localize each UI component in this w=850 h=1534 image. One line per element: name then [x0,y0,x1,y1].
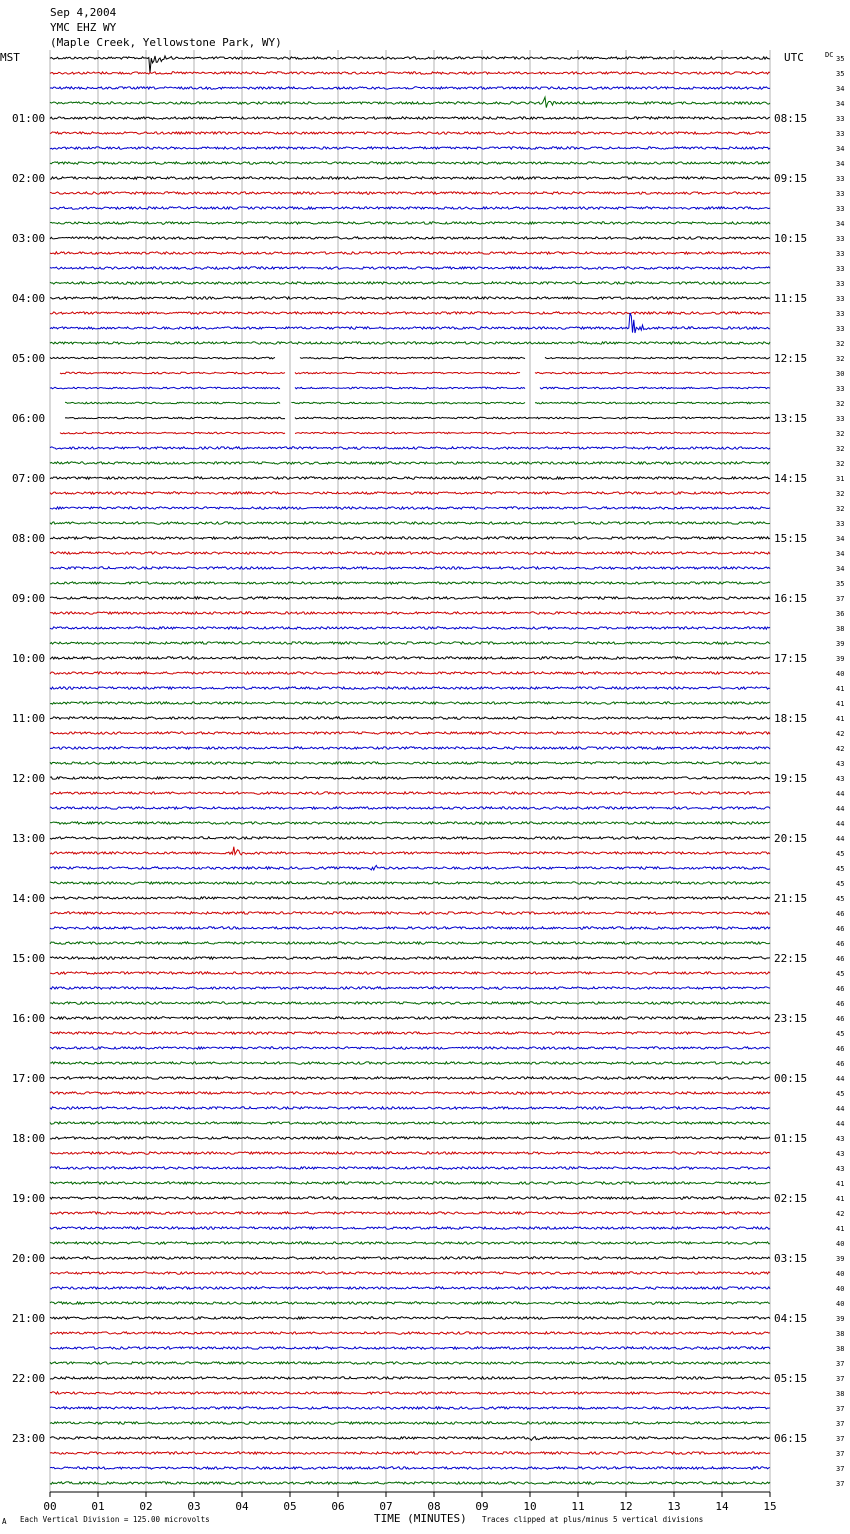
trace-3 [50,97,770,107]
dc-offset: 40 [836,1285,845,1293]
trace-17 [50,312,770,314]
x-tick-label: 12 [619,1500,633,1513]
left-zone-label: MST [0,51,20,64]
trace-52 [50,837,770,839]
trace-6 [50,147,770,149]
trace-85 [50,1332,770,1334]
trace-80 [50,1257,770,1259]
utc-label: 19:15 [774,772,808,785]
utc-label: 10:15 [774,232,808,245]
x-tick-label: 00 [43,1500,57,1513]
mst-hour-labels [12,112,45,1445]
trace-56 [50,897,770,899]
dc-offset: 32 [836,400,845,408]
x-axis-ticks [43,1492,776,1513]
mst-label: 21:00 [12,1312,46,1325]
utc-label: 13:15 [774,412,808,425]
mst-label: 07:00 [12,472,46,485]
footer-left-mark: A [2,1517,7,1526]
mst-label: 05:00 [12,352,46,365]
dc-offset: 37 [836,1465,845,1473]
trace-54 [50,865,770,870]
trace-94 [50,1467,770,1469]
dc-offset: 37 [836,1450,845,1458]
trace-43 [50,702,770,704]
mst-label: 03:00 [12,232,46,245]
dc-offset: 41 [836,685,845,693]
trace-18 [50,313,770,333]
trace-86 [50,1347,770,1349]
dc-offset: 33 [836,280,845,288]
dc-offset: 34 [836,160,845,168]
dc-offset: 41 [836,715,845,723]
trace-46 [50,747,770,749]
dc-offset: 41 [836,1225,845,1233]
trace-10 [50,207,770,209]
trace-28 [50,477,770,479]
trace-0 [50,56,770,73]
dc-offset: 46 [836,940,845,948]
trace-88 [50,1377,770,1379]
dc-offset: 44 [836,805,845,813]
dc-offset: 40 [836,1270,845,1278]
dc-offset: 32 [836,445,845,453]
dc-offset: 36 [836,610,845,618]
dc-offset: 44 [836,1120,845,1128]
dc-offset: 43 [836,775,845,783]
trace-61 [50,972,770,974]
dc-offset: 39 [836,655,845,663]
x-tick-label: 06 [331,1500,345,1513]
dc-offset: 33 [836,250,845,258]
dc-offset: 33 [836,385,845,393]
mst-label: 09:00 [12,592,46,605]
trace-25 [60,432,770,434]
utc-label: 22:15 [774,952,808,965]
location-title: (Maple Creek, Yellowstone Park, WY) [50,36,282,49]
x-tick-label: 03 [187,1500,201,1513]
dc-offset: 38 [836,1330,845,1338]
dc-offset: 34 [836,85,845,93]
utc-label: 20:15 [774,832,808,845]
right-zone-label: UTC [784,51,804,64]
dc-offset: 35 [836,55,845,63]
mst-label: 20:00 [12,1252,46,1265]
dc-offset: 37 [836,1480,845,1488]
date-title: Sep 4,2004 [50,6,117,19]
station-title: YMC EHZ WY [50,21,117,34]
dc-offset: 37 [836,1375,845,1383]
utc-label: 15:15 [774,532,808,545]
dc-offset: 34 [836,220,845,228]
utc-label: 02:15 [774,1192,808,1205]
trace-49 [50,792,770,794]
trace-23 [65,402,770,404]
dc-offset: 32 [836,430,845,438]
mst-label: 04:00 [12,292,46,305]
dc-offset: 46 [836,985,845,993]
utc-label: 17:15 [774,652,808,665]
dc-offset: 33 [836,520,845,528]
trace-1 [50,72,770,74]
dc-offset-labels [836,55,844,1488]
dc-offset: 33 [836,190,845,198]
dc-offset: 37 [836,1420,845,1428]
utc-label: 12:15 [774,352,808,365]
trace-53 [50,847,770,855]
dc-offset: 33 [836,295,845,303]
dc-offset: 40 [836,1300,845,1308]
dc-offset: 38 [836,625,845,633]
dc-offset: 46 [836,1060,845,1068]
dc-offset: 44 [836,835,845,843]
dc-offset: 44 [836,1075,845,1083]
dc-label: DC [825,51,834,59]
dc-offset: 46 [836,925,845,933]
mst-label: 02:00 [12,172,46,185]
mst-label: 17:00 [12,1072,46,1085]
trace-68 [50,1077,770,1079]
utc-label: 01:15 [774,1132,808,1145]
utc-label: 23:15 [774,1012,808,1025]
x-tick-label: 10 [523,1500,537,1513]
utc-hour-labels [774,112,807,1445]
trace-65 [50,1032,770,1034]
trace-92 [50,1437,770,1441]
mst-label: 23:00 [12,1432,46,1445]
trace-27 [50,462,770,464]
dc-offset: 41 [836,1195,845,1203]
dc-offset: 34 [836,100,845,108]
dc-offset: 37 [836,1435,845,1443]
trace-19 [50,342,770,344]
dc-offset: 45 [836,880,845,888]
trace-2 [50,87,770,89]
dc-offset: 45 [836,895,845,903]
dc-offset: 40 [836,1240,845,1248]
dc-offset: 32 [836,355,845,363]
trace-63 [50,1002,770,1004]
trace-14 [50,267,770,269]
trace-22 [50,387,770,389]
x-tick-label: 11 [571,1500,585,1513]
trace-89 [50,1392,770,1394]
dc-offset: 42 [836,745,845,753]
trace-4 [50,117,770,119]
trace-47 [50,762,770,764]
trace-32 [50,537,770,539]
trace-71 [50,1122,770,1124]
dc-offset: 37 [836,1405,845,1413]
trace-60 [50,957,770,959]
x-tick-label: 07 [379,1500,393,1513]
dc-offset: 46 [836,1000,845,1008]
trace-72 [50,1137,770,1139]
utc-label: 08:15 [774,112,808,125]
dc-offset: 37 [836,1360,845,1368]
trace-66 [50,1047,770,1049]
utc-label: 18:15 [774,712,808,725]
utc-label: 06:15 [774,1432,808,1445]
mst-label: 14:00 [12,892,46,905]
mst-label: 08:00 [12,532,46,545]
trace-50 [50,807,770,809]
dc-offset: 38 [836,1345,845,1353]
trace-lines [50,56,770,1484]
utc-label: 09:15 [774,172,808,185]
dc-offset: 32 [836,490,845,498]
dc-offset: 45 [836,970,845,978]
minute-gridlines [50,50,770,1492]
dc-offset: 43 [836,1165,845,1173]
dc-offset: 33 [836,235,845,243]
dc-offset: 43 [836,1150,845,1158]
dc-offset: 45 [836,865,845,873]
dc-offset: 34 [836,145,845,153]
mst-label: 11:00 [12,712,46,725]
dc-offset: 33 [836,325,845,333]
trace-13 [50,252,770,254]
trace-34 [50,567,770,569]
trace-51 [50,822,770,824]
trace-26 [50,447,770,449]
trace-9 [50,192,770,194]
trace-77 [50,1212,770,1214]
dc-offset: 45 [836,850,845,858]
mst-label: 19:00 [12,1192,46,1205]
dc-offset: 43 [836,760,845,768]
trace-62 [50,987,770,989]
trace-81 [50,1272,770,1274]
trace-24 [65,417,770,419]
trace-31 [50,522,770,524]
trace-95 [50,1482,770,1484]
trace-76 [50,1197,770,1199]
dc-offset: 41 [836,1180,845,1188]
x-tick-label: 04 [235,1500,249,1513]
x-tick-label: 05 [283,1500,297,1513]
trace-69 [50,1092,770,1094]
mst-label: 16:00 [12,1012,46,1025]
trace-90 [50,1407,770,1409]
dc-offset: 32 [836,505,845,513]
utc-label: 05:15 [774,1372,808,1385]
trace-5 [50,132,770,134]
utc-label: 03:15 [774,1252,808,1265]
trace-59 [50,942,770,944]
dc-offset: 44 [836,790,845,798]
mst-label: 15:00 [12,952,46,965]
trace-44 [50,717,770,719]
x-tick-label: 02 [139,1500,153,1513]
trace-91 [50,1422,770,1424]
x-tick-label: 08 [427,1500,441,1513]
x-tick-label: 15 [763,1500,777,1513]
trace-20 [50,357,770,359]
trace-21 [60,372,770,374]
mst-label: 06:00 [12,412,46,425]
mst-label: 13:00 [12,832,46,845]
trace-35 [50,582,770,584]
dc-offset: 32 [836,340,845,348]
trace-74 [50,1167,770,1169]
dc-offset: 39 [836,640,845,648]
trace-36 [50,597,770,599]
x-tick-label: 14 [715,1500,729,1513]
trace-41 [50,672,770,674]
trace-82 [50,1287,770,1289]
trace-39 [50,642,770,644]
trace-79 [50,1242,770,1244]
trace-37 [50,612,770,614]
dc-offset: 33 [836,415,845,423]
dc-offset: 46 [836,1015,845,1023]
dc-offset: 46 [836,955,845,963]
trace-7 [50,162,770,164]
trace-30 [50,507,770,509]
trace-11 [50,222,770,224]
trace-75 [50,1182,770,1184]
dc-offset: 42 [836,1210,845,1218]
dc-offset: 33 [836,265,845,273]
utc-label: 00:15 [774,1072,808,1085]
trace-64 [50,1017,770,1019]
trace-93 [50,1452,770,1454]
clip-note: Traces clipped at plus/minus 5 vertical divisions [482,1515,704,1524]
trace-83 [50,1302,770,1304]
dc-offset: 35 [836,580,845,588]
dc-offset: 34 [836,535,845,543]
dc-offset: 33 [836,115,845,123]
x-tick-label: 01 [91,1500,105,1513]
dc-offset: 45 [836,1030,845,1038]
trace-42 [50,687,770,689]
utc-label: 16:15 [774,592,808,605]
dc-offset: 34 [836,565,845,573]
trace-45 [50,732,770,734]
dc-offset: 35 [836,70,845,78]
trace-84 [50,1317,770,1319]
trace-15 [50,282,770,284]
mst-label: 22:00 [12,1372,46,1385]
x-axis-title: TIME (MINUTES) [374,1512,467,1525]
dc-offset: 33 [836,310,845,318]
trace-57 [50,912,770,914]
dc-offset: 33 [836,175,845,183]
dc-offset: 38 [836,1390,845,1398]
dc-offset: 40 [836,670,845,678]
dc-offset: 33 [836,205,845,213]
dc-offset: 43 [836,1135,845,1143]
dc-offset: 33 [836,130,845,138]
dc-offset: 39 [836,1255,845,1263]
x-tick-label: 09 [475,1500,489,1513]
mst-label: 10:00 [12,652,46,665]
dc-offset: 46 [836,910,845,918]
mst-label: 12:00 [12,772,46,785]
dc-offset: 46 [836,1045,845,1053]
trace-16 [50,297,770,299]
dc-offset: 31 [836,475,845,483]
trace-48 [50,777,770,779]
utc-label: 11:15 [774,292,808,305]
dc-offset: 45 [836,1090,845,1098]
trace-67 [50,1062,770,1064]
trace-40 [50,657,770,659]
trace-12 [50,237,770,239]
trace-33 [50,552,770,554]
mst-label: 18:00 [12,1132,46,1145]
utc-label: 21:15 [774,892,808,905]
trace-29 [50,492,770,494]
vertical-division-note: Each Vertical Division = 125.00 microvolts [20,1515,210,1524]
x-tick-label: 13 [667,1500,681,1513]
dc-offset: 30 [836,370,845,378]
dc-offset: 42 [836,730,845,738]
dc-offset: 32 [836,460,845,468]
trace-8 [50,177,770,179]
trace-87 [50,1362,770,1364]
dc-offset: 39 [836,1315,845,1323]
utc-label: 14:15 [774,472,808,485]
dc-offset: 41 [836,700,845,708]
trace-58 [50,927,770,929]
trace-73 [50,1152,770,1154]
dc-offset: 44 [836,820,845,828]
dc-offset: 34 [836,550,845,558]
utc-label: 04:15 [774,1312,808,1325]
dc-offset: 44 [836,1105,845,1113]
trace-38 [50,627,770,629]
trace-55 [50,882,770,884]
trace-78 [50,1227,770,1229]
trace-70 [50,1107,770,1109]
dc-offset: 37 [836,595,845,603]
mst-label: 01:00 [12,112,46,125]
